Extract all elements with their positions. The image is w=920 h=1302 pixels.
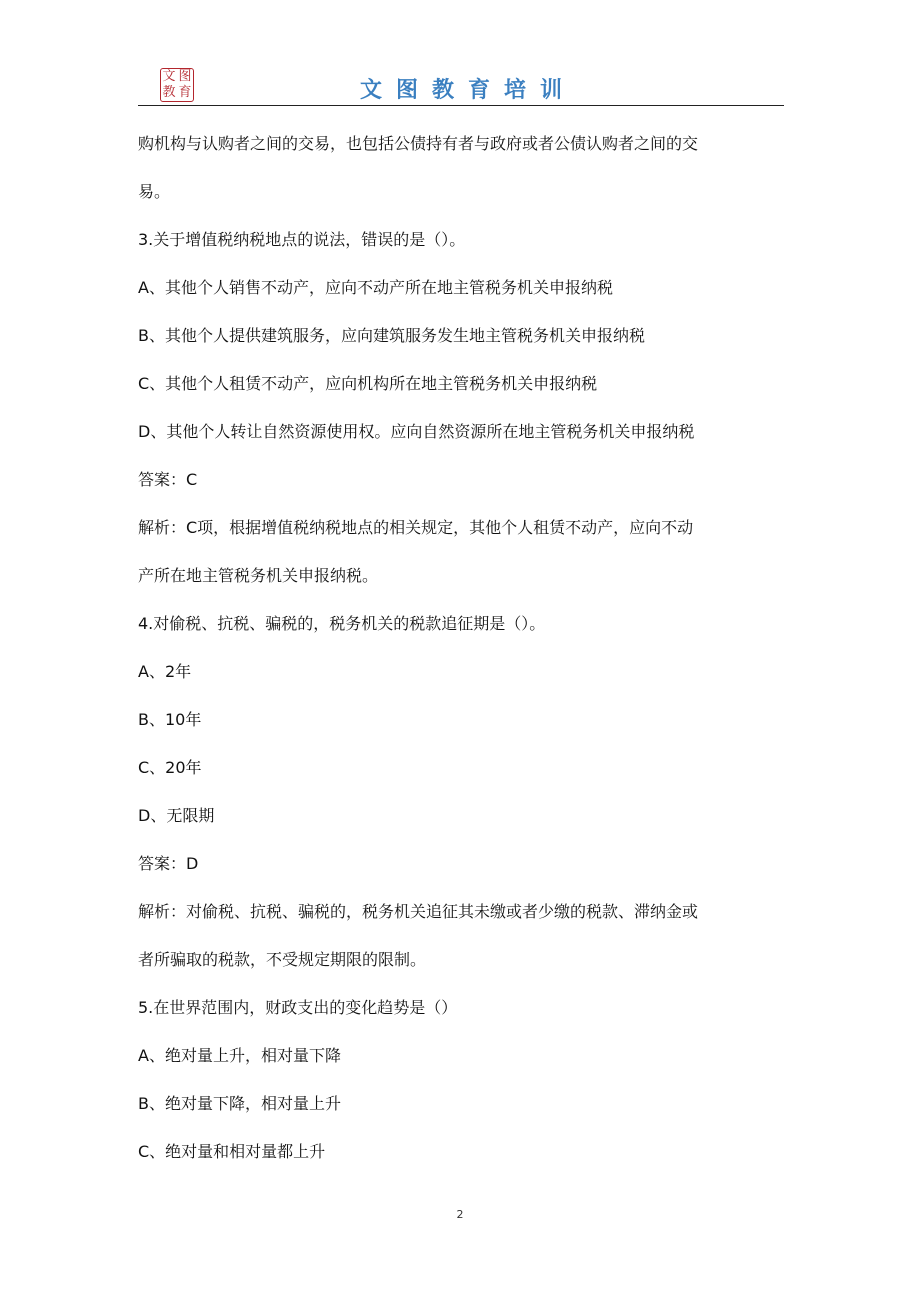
explanation-line: 解析：C项，根据增值税纳税地点的相关规定，其他个人租赁不动产，应向不动 — [138, 518, 694, 537]
logo-char: 育 — [178, 85, 192, 100]
option-a: A、其他个人销售不动产，应向不动产所在地主管税务机关申报纳税 — [138, 278, 613, 297]
option-b: B、10年 — [138, 710, 202, 729]
explanation-line: 解析：对偷税、抗税、骗税的，税务机关追征其未缴或者少缴的税款、滞纳金或 — [138, 902, 699, 921]
page-number: 2 — [456, 1208, 464, 1221]
page-header — [138, 62, 784, 108]
answer: 答案：C — [138, 470, 198, 489]
text-line: 购机构与认购者之间的交易，也包括公债持有者与政府或者公债认购者之间的交 — [138, 134, 699, 153]
answer: 答案：D — [138, 854, 199, 873]
question-5: 5.在世界范围内，财政支出的变化趋势是（） — [138, 998, 458, 1017]
logo-char: 教 — [162, 85, 176, 100]
logo-char: 文 — [162, 69, 176, 84]
text-line: 易。 — [138, 182, 171, 201]
explanation-line: 产所在地主管税务机关申报纳税。 — [138, 566, 379, 585]
document-body — [138, 120, 784, 1176]
question-3: 3.关于增值税纳税地点的说法，错误的是（）。 — [138, 230, 466, 249]
option-a: A、绝对量上升，相对量下降 — [138, 1046, 341, 1065]
logo-char: 图 — [178, 69, 192, 84]
question-4: 4.对偷税、抗税、骗税的，税务机关的税款追征期是（）。 — [138, 614, 546, 633]
option-a: A、2年 — [138, 662, 192, 681]
header-divider — [138, 105, 784, 106]
option-b: B、其他个人提供建筑服务，应向建筑服务发生地主管税务机关申报纳税 — [138, 326, 645, 345]
option-b: B、绝对量下降，相对量上升 — [138, 1094, 341, 1113]
explanation-line: 者所骗取的税款，不受规定期限的限制。 — [138, 950, 427, 969]
option-d: D、其他个人转让自然资源使用权。应向自然资源所在地主管税务机关申报纳税 — [138, 422, 695, 441]
header-title: 文图教育培训 — [359, 77, 576, 103]
option-c: C、绝对量和相对量都上升 — [138, 1142, 326, 1161]
option-c: C、20年 — [138, 758, 202, 777]
option-c: C、其他个人租赁不动产，应向机构所在地主管税务机关申报纳税 — [138, 374, 598, 393]
option-d: D、无限期 — [138, 806, 215, 825]
